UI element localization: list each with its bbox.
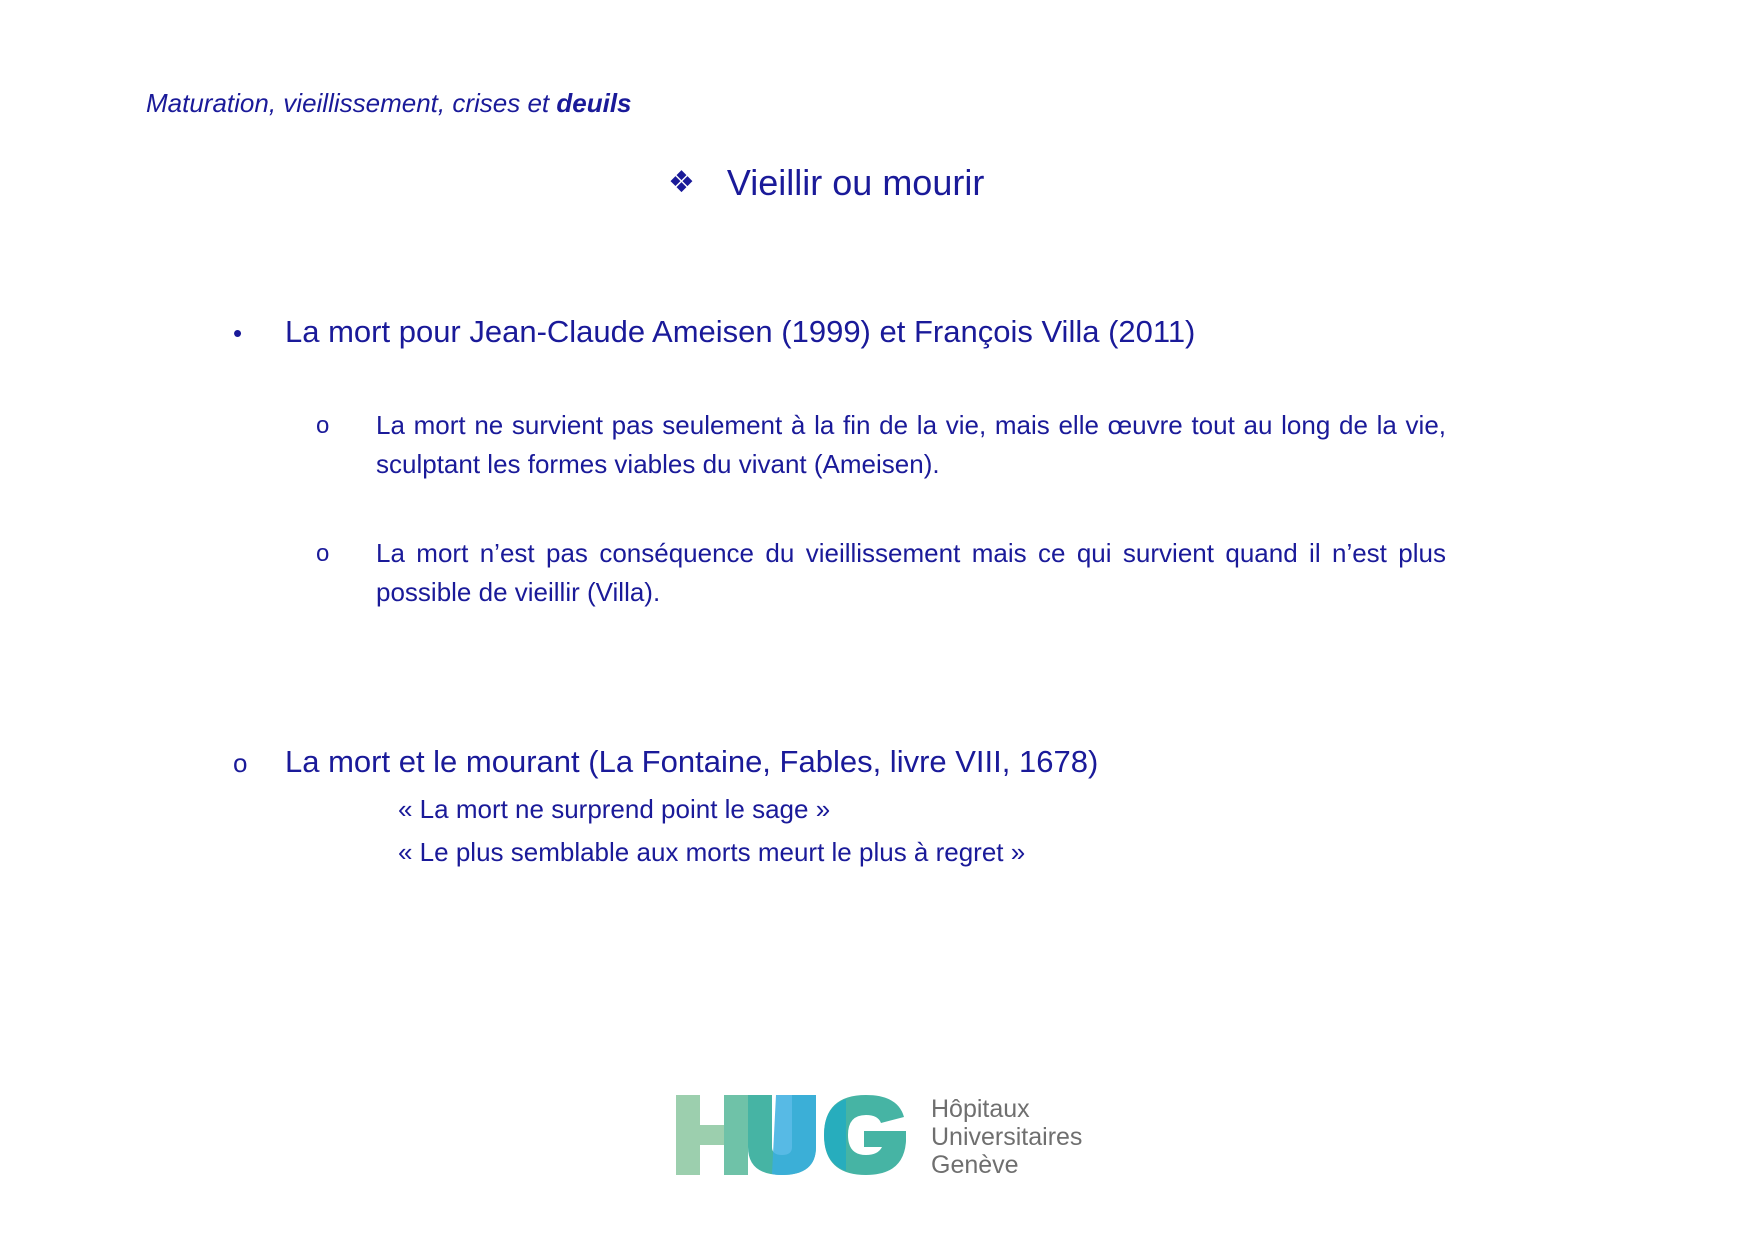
section-title-text: Vieillir ou mourir bbox=[726, 162, 985, 203]
bullet-marker: • bbox=[233, 318, 243, 348]
logo-line: Hôpitaux bbox=[931, 1095, 1030, 1123]
hug-logo-wordmark bbox=[931, 1095, 1082, 1179]
logo-line: Genève bbox=[931, 1151, 1019, 1179]
document-header bbox=[146, 88, 632, 119]
circle-bullet-marker: o bbox=[316, 412, 330, 439]
section-title bbox=[668, 162, 984, 204]
fable-title: La mort et le mourant (La Fontaine, Fables, livre VIII, 1678) bbox=[285, 744, 1099, 779]
sub-item-text: La mort ne survient pas seulement à la fin de la vie, mais elle œuvre tout au long de la vie, sculptant les formes viables du vivant (Ameisen). bbox=[376, 410, 1446, 479]
main-bullet-text: La mort pour Jean-Claude Ameisen (1999) et François Villa (2011) bbox=[285, 314, 1196, 349]
hug-logo bbox=[676, 1095, 1146, 1180]
sub-item-ameisen bbox=[316, 406, 1446, 484]
circle-bullet-marker: o bbox=[316, 540, 330, 567]
circle-bullet-marker: o bbox=[233, 748, 248, 778]
sub-item-text: La mort n’est pas conséquence du vieillissement mais ce qui survient quand il n’est plus possible de vieillir (Villa). bbox=[376, 538, 1446, 607]
fable-item bbox=[233, 744, 1098, 782]
diamond-cluster-icon: ❖ bbox=[668, 166, 695, 199]
header-italic-text: Maturation, vieillissement, crises et bbox=[146, 88, 557, 118]
fable-quote: « Le plus semblable aux morts meurt le plus à regret » bbox=[398, 837, 1026, 867]
header-bold-text: deuils bbox=[556, 88, 632, 118]
sub-item-villa bbox=[316, 534, 1446, 612]
main-bullet-item bbox=[233, 314, 1195, 352]
logo-line: Universitaires bbox=[931, 1123, 1083, 1151]
fable-quote: « La mort ne surprend point le sage » bbox=[398, 794, 831, 824]
